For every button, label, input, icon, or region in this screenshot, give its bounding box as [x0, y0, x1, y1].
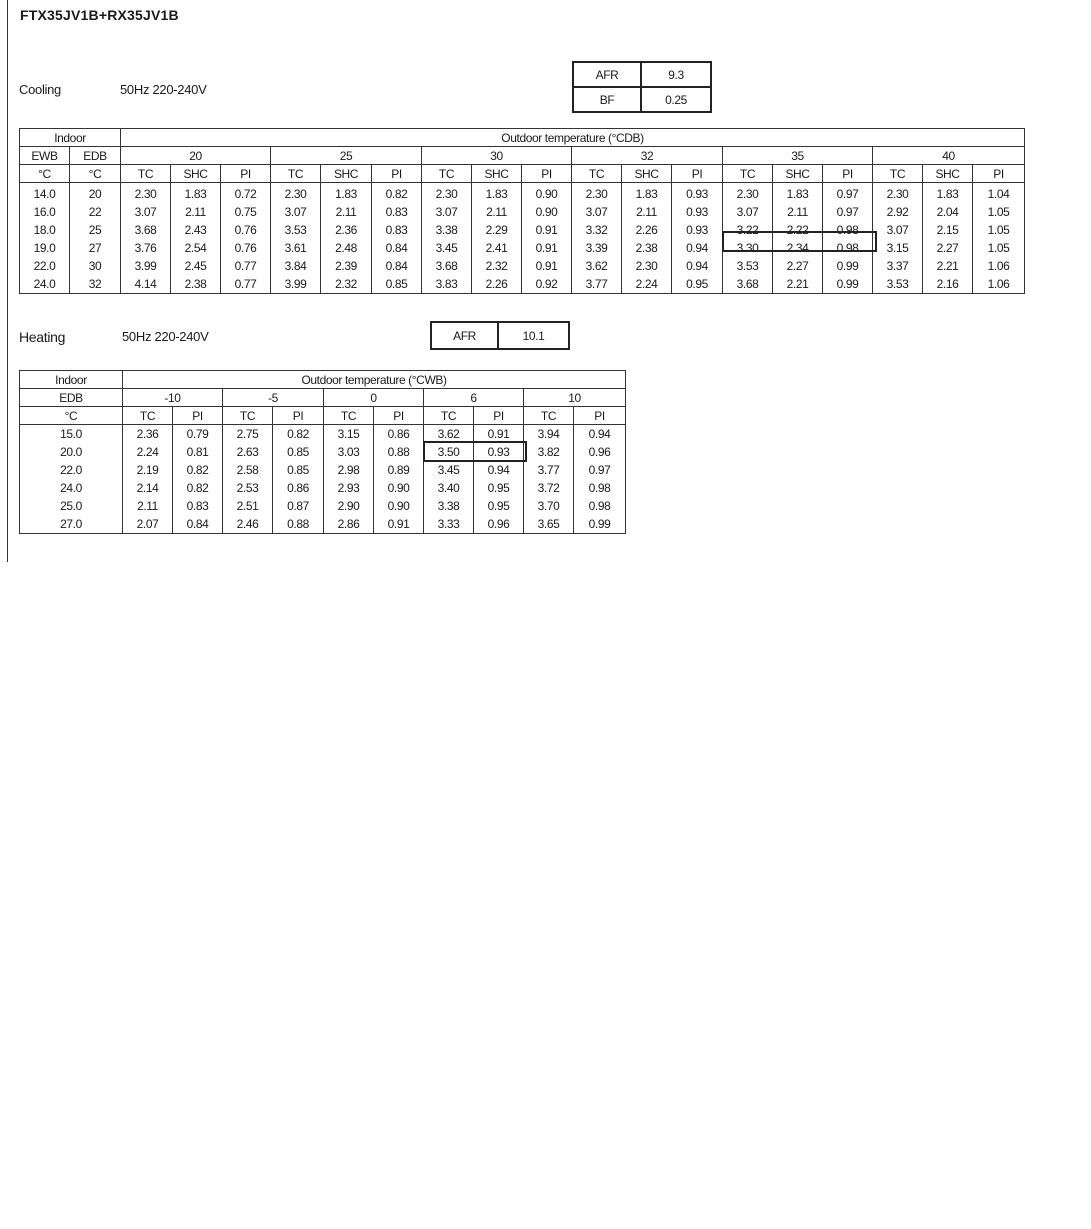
value-cell: 3.32 — [572, 221, 622, 239]
value-cell: 0.88 — [374, 443, 424, 461]
value-cell: 3.76 — [121, 239, 171, 257]
value-cell: 0.88 — [273, 515, 324, 534]
value-cell: 2.32 — [472, 257, 522, 275]
heating-afr-value: 10.1 — [498, 322, 569, 349]
value-cell: 3.72 — [524, 479, 574, 497]
value-cell: 3.38 — [424, 497, 474, 515]
value-cell: 0.85 — [273, 443, 324, 461]
value-cell: 3.37 — [873, 257, 923, 275]
value-cell: 3.53 — [873, 275, 923, 294]
heating-highlight-box — [423, 441, 527, 462]
value-cell: 0.99 — [823, 275, 873, 294]
value-cell: 2.11 — [321, 203, 372, 221]
value-cell: 3.77 — [524, 461, 574, 479]
outdoor-temp-header: -10 — [123, 389, 223, 407]
value-cell: 2.58 — [223, 461, 273, 479]
column-label: PI — [574, 407, 626, 425]
value-cell: 2.98 — [324, 461, 374, 479]
value-cell: 0.91 — [474, 425, 524, 444]
value-cell: 2.36 — [321, 221, 372, 239]
value-cell: 2.11 — [123, 497, 173, 515]
value-cell: 3.99 — [121, 257, 171, 275]
column-label: TC — [271, 165, 321, 183]
value-cell: 2.30 — [422, 183, 472, 204]
value-cell: 0.82 — [173, 461, 223, 479]
value-cell: 3.94 — [524, 425, 574, 444]
cooling-bf-value: 0.25 — [641, 87, 711, 112]
outdoor-temp-header: -5 — [223, 389, 324, 407]
value-cell: 2.51 — [223, 497, 273, 515]
value-cell: 3.83 — [422, 275, 472, 294]
value-cell: 0.86 — [273, 479, 324, 497]
column-label: PI — [221, 165, 271, 183]
value-cell: 2.30 — [572, 183, 622, 204]
value-cell: 4.14 — [121, 275, 171, 294]
column-label: SHC — [472, 165, 522, 183]
value-cell: 0.90 — [374, 497, 424, 515]
value-cell: 0.83 — [372, 221, 422, 239]
value-cell: 0.93 — [474, 443, 524, 461]
value-cell: 2.38 — [171, 275, 221, 294]
value-cell: 0.76 — [221, 239, 271, 257]
value-cell: 2.48 — [321, 239, 372, 257]
value-cell: 2.11 — [171, 203, 221, 221]
outdoor-temp-header: 20 — [121, 147, 271, 165]
cooling-capacity-table — [19, 128, 1025, 294]
value-cell: 3.45 — [422, 239, 472, 257]
outdoor-temp-header: 35 — [723, 147, 873, 165]
outdoor-temp-header: 30 — [422, 147, 572, 165]
ewb-unit: °C — [20, 165, 70, 183]
value-cell: 3.40 — [424, 479, 474, 497]
edb-cell: 27 — [70, 239, 121, 257]
value-cell: 2.16 — [923, 275, 973, 294]
value-cell: 2.39 — [321, 257, 372, 275]
value-cell: 2.30 — [271, 183, 321, 204]
cooling-label: Cooling — [19, 82, 61, 97]
edb-cell: 27.0 — [20, 515, 123, 534]
value-cell: 3.61 — [271, 239, 321, 257]
page-left-rule — [7, 0, 8, 562]
edb-unit: °C — [20, 407, 123, 425]
edb-cell: 25.0 — [20, 497, 123, 515]
value-cell: 0.85 — [372, 275, 422, 294]
value-cell: 2.30 — [723, 183, 773, 204]
table-row — [20, 275, 1025, 294]
outdoor-temp-header: 25 — [271, 147, 422, 165]
value-cell: 3.33 — [424, 515, 474, 534]
ewb-cell: 14.0 — [20, 183, 70, 204]
value-cell: 0.96 — [474, 515, 524, 534]
value-cell: 2.38 — [622, 239, 672, 257]
value-cell: 3.68 — [121, 221, 171, 239]
value-cell: 3.07 — [572, 203, 622, 221]
ewb-cell: 19.0 — [20, 239, 70, 257]
ewb-cell: 24.0 — [20, 275, 70, 294]
value-cell: 3.39 — [572, 239, 622, 257]
column-label: SHC — [773, 165, 823, 183]
value-cell: 0.94 — [672, 239, 723, 257]
value-cell: 0.82 — [372, 183, 422, 204]
value-cell: 0.93 — [672, 221, 723, 239]
value-cell: 0.98 — [574, 497, 626, 515]
outdoor-temp-header: 0 — [324, 389, 424, 407]
value-cell: 0.86 — [374, 425, 424, 444]
column-label: PI — [823, 165, 873, 183]
value-cell: 0.72 — [221, 183, 271, 204]
cooling-bf-label: BF — [573, 87, 641, 112]
edb-header: EDB — [20, 389, 123, 407]
value-cell: 0.84 — [372, 239, 422, 257]
value-cell: 0.93 — [672, 183, 723, 204]
value-cell: 0.77 — [221, 257, 271, 275]
value-cell: 0.77 — [221, 275, 271, 294]
value-cell: 3.84 — [271, 257, 321, 275]
edb-cell: 30 — [70, 257, 121, 275]
value-cell: 2.93 — [324, 479, 374, 497]
value-cell: 3.15 — [324, 425, 374, 444]
value-cell: 0.97 — [823, 183, 873, 204]
value-cell: 3.22 — [723, 221, 773, 239]
edb-cell: 15.0 — [20, 425, 123, 444]
value-cell: 0.96 — [574, 443, 626, 461]
value-cell: 3.53 — [271, 221, 321, 239]
value-cell: 0.98 — [823, 239, 873, 257]
value-cell: 3.07 — [422, 203, 472, 221]
value-cell: 2.11 — [472, 203, 522, 221]
value-cell: 3.38 — [422, 221, 472, 239]
cooling-afr-label: AFR — [573, 62, 641, 87]
value-cell: 3.07 — [873, 221, 923, 239]
value-cell: 1.83 — [472, 183, 522, 204]
value-cell: 1.83 — [923, 183, 973, 204]
column-label: PI — [374, 407, 424, 425]
value-cell: 2.90 — [324, 497, 374, 515]
value-cell: 1.05 — [973, 221, 1025, 239]
value-cell: 0.83 — [173, 497, 223, 515]
value-cell: 3.07 — [121, 203, 171, 221]
value-cell: 2.24 — [622, 275, 672, 294]
value-cell: 3.45 — [424, 461, 474, 479]
value-cell: 2.30 — [622, 257, 672, 275]
column-label: TC — [324, 407, 374, 425]
value-cell: 3.62 — [572, 257, 622, 275]
column-label: TC — [572, 165, 622, 183]
value-cell: 2.43 — [171, 221, 221, 239]
outdoor-temp-header: 6 — [424, 389, 524, 407]
value-cell: 2.41 — [472, 239, 522, 257]
value-cell: 0.94 — [574, 425, 626, 444]
column-label: SHC — [622, 165, 672, 183]
value-cell: 0.76 — [221, 221, 271, 239]
value-cell: 2.21 — [773, 275, 823, 294]
table-row — [20, 257, 1025, 275]
value-cell: 0.93 — [672, 203, 723, 221]
value-cell: 3.82 — [524, 443, 574, 461]
value-cell: 3.30 — [723, 239, 773, 257]
column-label: PI — [372, 165, 422, 183]
value-cell: 0.84 — [372, 257, 422, 275]
ewb-cell: 18.0 — [20, 221, 70, 239]
value-cell: 2.30 — [121, 183, 171, 204]
value-cell: 1.04 — [973, 183, 1025, 204]
value-cell: 2.36 — [123, 425, 173, 444]
ewb-cell: 22.0 — [20, 257, 70, 275]
value-cell: 0.98 — [823, 221, 873, 239]
value-cell: 2.27 — [923, 239, 973, 257]
value-cell: 3.62 — [424, 425, 474, 444]
table-row — [20, 461, 626, 479]
edb-unit: °C — [70, 165, 121, 183]
indoor-header: Indoor — [20, 371, 123, 389]
value-cell: 0.98 — [574, 479, 626, 497]
value-cell: 0.90 — [374, 479, 424, 497]
value-cell: 0.89 — [374, 461, 424, 479]
column-label: PI — [173, 407, 223, 425]
value-cell: 1.83 — [171, 183, 221, 204]
column-label: SHC — [171, 165, 221, 183]
value-cell: 0.95 — [474, 497, 524, 515]
column-label: PI — [973, 165, 1025, 183]
value-cell: 2.22 — [773, 221, 823, 239]
value-cell: 0.82 — [173, 479, 223, 497]
edb-header: EDB — [70, 147, 121, 165]
value-cell: 3.70 — [524, 497, 574, 515]
value-cell: 2.19 — [123, 461, 173, 479]
value-cell: 2.45 — [171, 257, 221, 275]
value-cell: 0.97 — [823, 203, 873, 221]
outdoor-temp-header: 32 — [572, 147, 723, 165]
cooling-afr-value: 9.3 — [641, 62, 711, 87]
value-cell: 2.32 — [321, 275, 372, 294]
value-cell: 2.46 — [223, 515, 273, 534]
heating-label: Heating — [19, 329, 66, 345]
value-cell: 2.53 — [223, 479, 273, 497]
value-cell: 3.77 — [572, 275, 622, 294]
edb-cell: 32 — [70, 275, 121, 294]
column-label: TC — [223, 407, 273, 425]
value-cell: 2.27 — [773, 257, 823, 275]
value-cell: 1.06 — [973, 275, 1025, 294]
value-cell: 0.99 — [574, 515, 626, 534]
value-cell: 0.95 — [672, 275, 723, 294]
outdoor-temperature-header: Outdoor temperature (°CWB) — [123, 371, 626, 389]
value-cell: 0.85 — [273, 461, 324, 479]
heating-power-spec: 50Hz 220-240V — [122, 329, 209, 344]
value-cell: 0.91 — [522, 221, 572, 239]
value-cell: 3.68 — [723, 275, 773, 294]
column-label: TC — [422, 165, 472, 183]
value-cell: 0.83 — [372, 203, 422, 221]
column-label: TC — [723, 165, 773, 183]
column-label: PI — [672, 165, 723, 183]
value-cell: 0.99 — [823, 257, 873, 275]
value-cell: 3.03 — [324, 443, 374, 461]
table-row — [20, 497, 626, 515]
value-cell: 3.53 — [723, 257, 773, 275]
table-row — [20, 183, 1025, 204]
edb-cell: 22.0 — [20, 461, 123, 479]
value-cell: 3.07 — [723, 203, 773, 221]
value-cell: 0.84 — [173, 515, 223, 534]
value-cell: 1.83 — [622, 183, 672, 204]
value-cell: 2.14 — [123, 479, 173, 497]
value-cell: 1.83 — [773, 183, 823, 204]
value-cell: 0.92 — [522, 275, 572, 294]
indoor-header: Indoor — [20, 129, 121, 147]
value-cell: 3.15 — [873, 239, 923, 257]
outdoor-temperature-header: Outdoor temperature (°CDB) — [121, 129, 1025, 147]
ewb-header: EWB — [20, 147, 70, 165]
value-cell: 2.24 — [123, 443, 173, 461]
value-cell: 0.95 — [474, 479, 524, 497]
table-row — [20, 425, 626, 444]
value-cell: 0.90 — [522, 183, 572, 204]
value-cell: 2.15 — [923, 221, 973, 239]
column-label: SHC — [923, 165, 973, 183]
value-cell: 0.91 — [522, 257, 572, 275]
value-cell: 3.07 — [271, 203, 321, 221]
table-row — [20, 479, 626, 497]
value-cell: 2.63 — [223, 443, 273, 461]
value-cell: 2.54 — [171, 239, 221, 257]
value-cell: 3.50 — [424, 443, 474, 461]
value-cell: 1.05 — [973, 203, 1025, 221]
value-cell: 2.86 — [324, 515, 374, 534]
value-cell: 3.68 — [422, 257, 472, 275]
edb-cell: 20.0 — [20, 443, 123, 461]
edb-cell: 22 — [70, 203, 121, 221]
value-cell: 0.87 — [273, 497, 324, 515]
value-cell: 2.92 — [873, 203, 923, 221]
table-row — [20, 443, 626, 461]
value-cell: 0.75 — [221, 203, 271, 221]
value-cell: 2.34 — [773, 239, 823, 257]
value-cell: 2.26 — [622, 221, 672, 239]
column-label: SHC — [321, 165, 372, 183]
table-row — [20, 203, 1025, 221]
value-cell: 0.94 — [672, 257, 723, 275]
heating-capacity-table — [19, 370, 626, 534]
value-cell: 3.65 — [524, 515, 574, 534]
cooling-power-spec: 50Hz 220-240V — [120, 82, 207, 97]
value-cell: 2.11 — [622, 203, 672, 221]
value-cell: 1.05 — [973, 239, 1025, 257]
column-label: PI — [474, 407, 524, 425]
column-label: PI — [273, 407, 324, 425]
heating-afr-box — [430, 321, 570, 350]
value-cell: 2.30 — [873, 183, 923, 204]
column-label: TC — [424, 407, 474, 425]
value-cell: 0.81 — [173, 443, 223, 461]
cooling-afr-bf-box — [572, 61, 712, 113]
edb-cell: 20 — [70, 183, 121, 204]
cooling-highlight-box — [722, 231, 877, 252]
column-label: TC — [873, 165, 923, 183]
heating-afr-label: AFR — [431, 322, 498, 349]
value-cell: 3.99 — [271, 275, 321, 294]
edb-cell: 25 — [70, 221, 121, 239]
value-cell: 2.21 — [923, 257, 973, 275]
value-cell: 2.29 — [472, 221, 522, 239]
model-title: FTX35JV1B+RX35JV1B — [20, 7, 179, 23]
table-row — [20, 515, 626, 534]
column-label: TC — [121, 165, 171, 183]
value-cell: 0.82 — [273, 425, 324, 444]
value-cell: 2.26 — [472, 275, 522, 294]
value-cell: 0.91 — [522, 239, 572, 257]
column-label: TC — [123, 407, 173, 425]
value-cell: 0.94 — [474, 461, 524, 479]
edb-cell: 24.0 — [20, 479, 123, 497]
column-label: PI — [522, 165, 572, 183]
value-cell: 0.97 — [574, 461, 626, 479]
value-cell: 0.79 — [173, 425, 223, 444]
outdoor-temp-header: 10 — [524, 389, 626, 407]
value-cell: 1.83 — [321, 183, 372, 204]
value-cell: 2.04 — [923, 203, 973, 221]
value-cell: 2.11 — [773, 203, 823, 221]
value-cell: 2.75 — [223, 425, 273, 444]
column-label: TC — [524, 407, 574, 425]
value-cell: 1.06 — [973, 257, 1025, 275]
outdoor-temp-header: 40 — [873, 147, 1025, 165]
value-cell: 0.90 — [522, 203, 572, 221]
value-cell: 0.91 — [374, 515, 424, 534]
ewb-cell: 16.0 — [20, 203, 70, 221]
value-cell: 2.07 — [123, 515, 173, 534]
